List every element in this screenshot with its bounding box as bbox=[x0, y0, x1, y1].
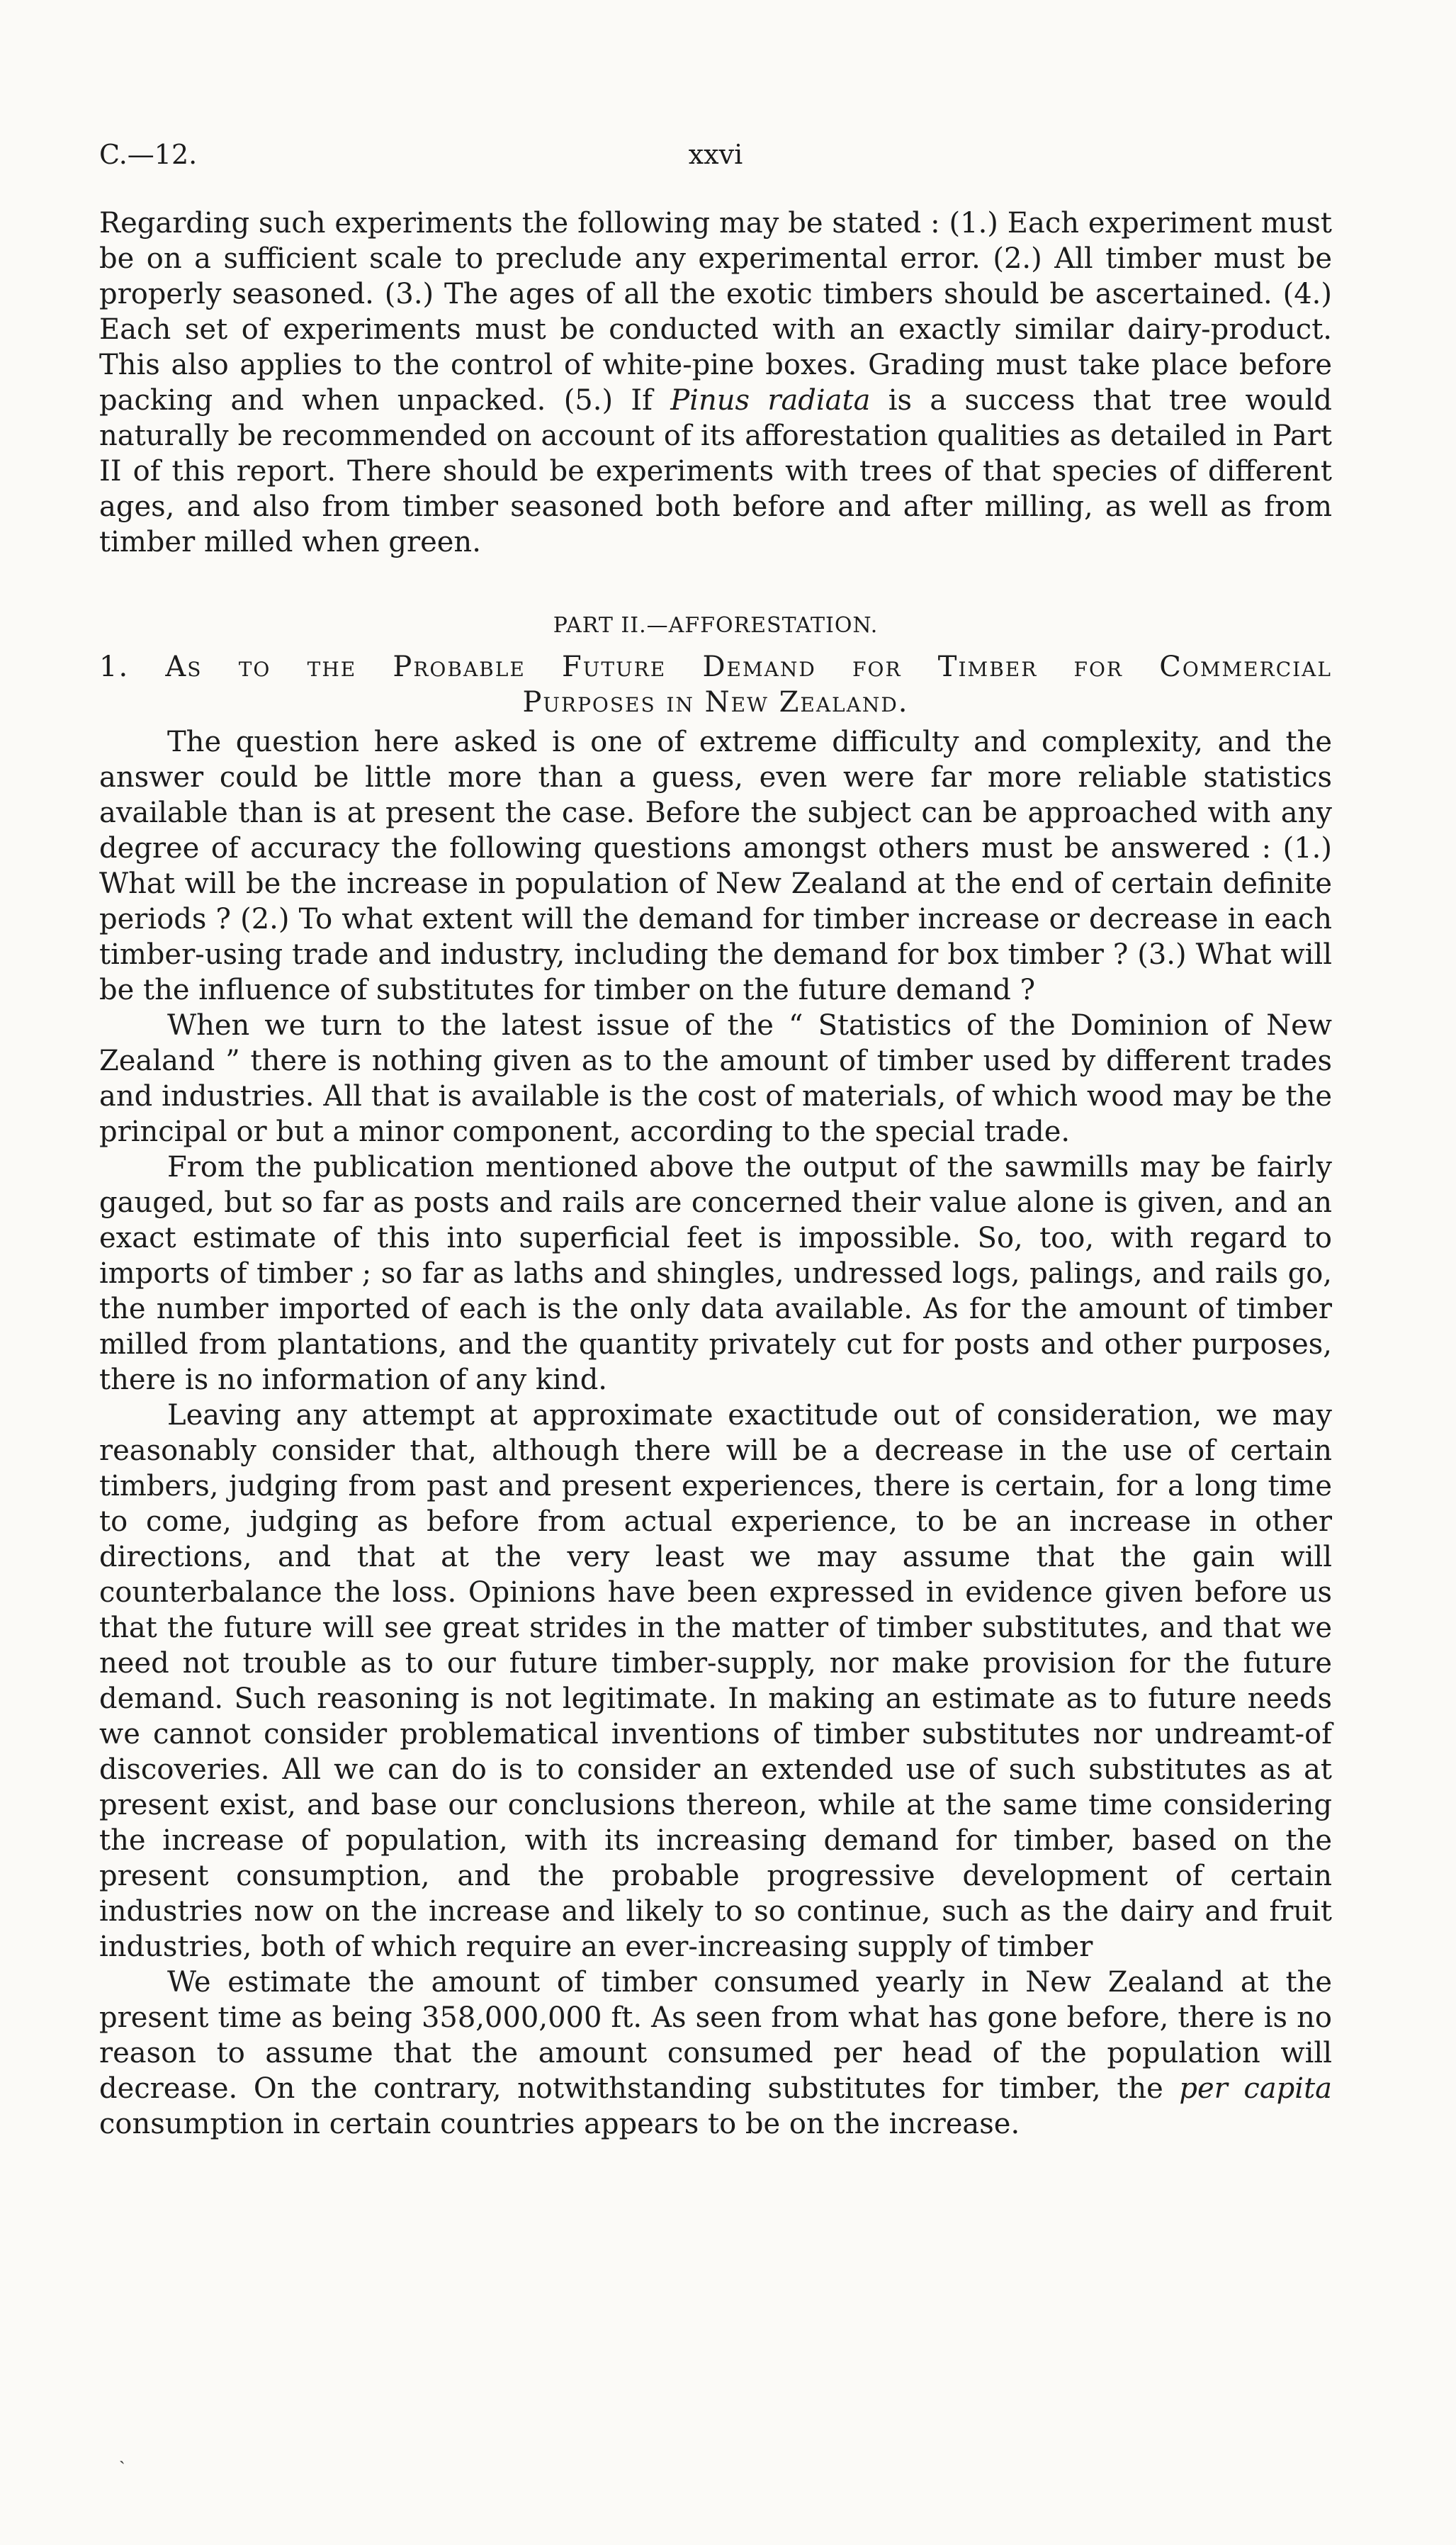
part-heading: PART II.—AFFORESTATION. bbox=[553, 613, 879, 638]
stray-mark: ˏ bbox=[119, 2444, 125, 2465]
section-heading-line-2: Purposes in New Zealand. bbox=[522, 686, 909, 719]
body-text bbox=[99, 206, 1332, 2142]
paragraph-statistics: When we turn to the latest issue of the “ Statistics of the Dominion of New Zealand ” there is nothing given as to the amount of timber used by different trades and industries. All that is available is the cost of materials, of which wood may be the principal or but a minor component, according to the special trade. bbox=[99, 1009, 1332, 1148]
italic-species-name: Pinus radiata bbox=[670, 384, 871, 417]
italic-per-capita: per capita bbox=[1179, 2072, 1332, 2105]
paragraph-experiments: Regarding such experiments the following may be stated : (1.) Each experiment must be on a sufficient scale to preclude any experimental error. (2.) All timber must be properly seasoned. (3.) The ages of all the exotic timbers should be ascertained. (4.) Each set of experiments must be conducted with an exactly similar dairy-product. This also applies to the control of white-pine boxes. Grading must take place before packing and when unpacked. (5.) If Pinus radiata is a success that tree would naturally be recommended on account of its afforestation qualities as detailed in Part II of this report. There should be experiments with trees of that species of different ages, and also from timber seasoned both before and after milling, as well as from timber milled when green. bbox=[99, 207, 1333, 558]
paragraph-sawmills: From the publication mentioned above the output of the sawmills may be fairly gauged, but so far as posts and rails are concerned their value alone is given, and an exact estimate of this into superficial feet is impossible. So, too, with regard to imports of timber ; so far as laths and shingles, undressed logs, palings, and rails go, the number imported of each is the only data available. As for the amount of timber milled from plantations, and the quantity privately cut for posts and other purposes, there is no information of any kind. bbox=[99, 1151, 1332, 1396]
document-reference: C.—12. bbox=[99, 139, 198, 170]
section-heading-line-1: 1. As to the Probable Future Demand for Timber for Commercial bbox=[99, 651, 1332, 683]
paragraph-consumption-estimate: We estimate the amount of timber consumed yearly in New Zealand at the present time as being 358,000,000 ft. As seen from what has gone before, there is no reason to assume that the amount consumed per head of the population will decrease. On the contrary, notwithstanding substitutes for timber, the per capita consumption in certain countries appears to be on the increase. bbox=[99, 1966, 1332, 2140]
page-header bbox=[99, 139, 1332, 174]
paragraph-substitutes: Leaving any attempt at approximate exactitude out of consideration, we may reasonably consider that, although there will be a decrease in the use of certain timbers, judging from past and present experiences, there is certain, for a long time to come, judging as before from actual experience, to be an increase in other directions, and that at the very least we may assume that the gain will counterbalance the loss. Opinions have been expressed in evidence given before us that the future will see great strides in the matter of timber substitutes, and that we need not trouble as to our future timber-supply, nor make provision for the future demand. Such reasoning is not legitimate. In making an estimate as to future needs we cannot consider problematical inventions of timber substitutes nor undreamt-of discoveries. All we can do is to consider an extended use of such substitutes as at present exist, and base our conclusions thereon, while at the same time considering the increase of population, with its increasing demand for timber, based on the present consumption, and the probable progressive development of certain industries now on the increase and likely to so continue, such as the dairy and fruit industries, both of which require an ever-increasing supply of timber bbox=[99, 1399, 1332, 1963]
paragraph-question: The question here asked is one of extreme difficulty and complexity, and the answer could be little more than a guess, even were far more reliable statistics available than is at present the case. Before the subject can be approached with any degree of accuracy the following questions amongst others must be answered : (1.) What will be the increase in population of New Zealand at the end of certain definite periods ? (2.) To what extent will the demand for timber increase or decrease in each timber-using trade and industry, including the demand for box timber ? (3.) What will be the influence of substitutes for timber on the future demand ? bbox=[99, 726, 1332, 1006]
page-number: xxvi bbox=[688, 139, 743, 170]
section-heading bbox=[99, 649, 1332, 720]
